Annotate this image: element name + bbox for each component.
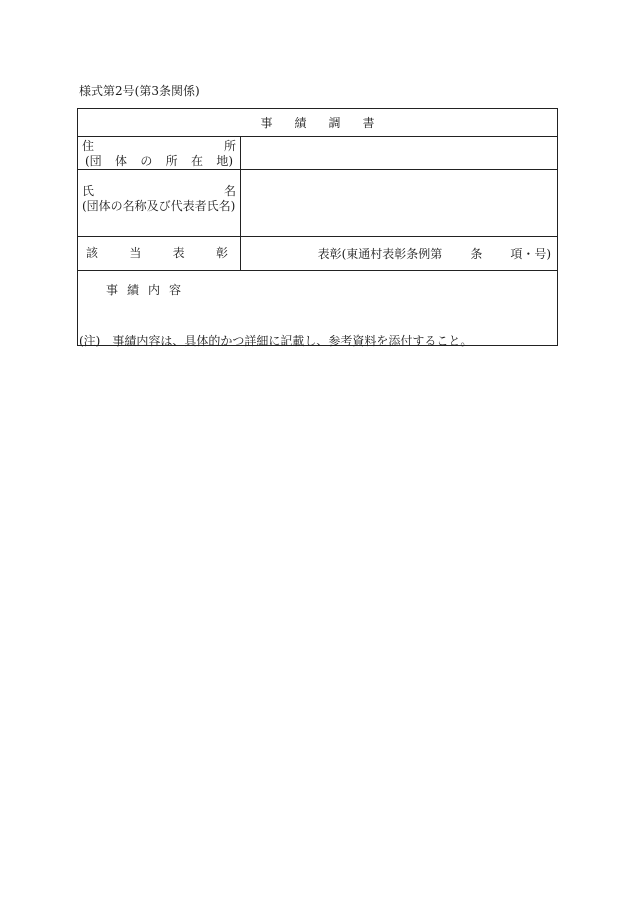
- table-title: 事績調書: [78, 109, 558, 137]
- award-prefix: 表彰(東通村表彰条例第: [317, 247, 443, 261]
- name-label-right: 名: [223, 184, 236, 198]
- address-sublabel: (団 体 の 所 在 地): [85, 154, 233, 168]
- name-field[interactable]: [241, 170, 558, 237]
- award-label: 該 当 表 彰: [78, 237, 241, 271]
- address-label: [78, 137, 241, 170]
- award-row: [78, 237, 558, 271]
- footnote-text: 事績内容は、具体的かつ詳細に記載し、参考資料を添付すること。: [112, 334, 473, 348]
- footnote: [79, 333, 472, 349]
- address-field[interactable]: [241, 137, 558, 170]
- address-label-right: 所: [223, 139, 236, 153]
- footnote-marker: (注): [79, 334, 101, 348]
- name-row: [78, 170, 558, 237]
- form-number-caption: 様式第2号(第3条関係): [79, 84, 200, 98]
- address-label-left: 住: [82, 139, 95, 153]
- award-suffix: 項・号): [510, 247, 552, 261]
- award-field[interactable]: [241, 237, 558, 271]
- address-row: [78, 137, 558, 170]
- record-form-table: [77, 108, 558, 346]
- name-sublabel: (団体の名称及び代表者氏名): [82, 199, 236, 213]
- name-label-left: 氏: [82, 184, 95, 198]
- award-article: 条: [470, 247, 483, 261]
- content-label: 事績内容: [106, 283, 191, 297]
- name-label: [78, 170, 241, 237]
- title-row: [78, 109, 558, 137]
